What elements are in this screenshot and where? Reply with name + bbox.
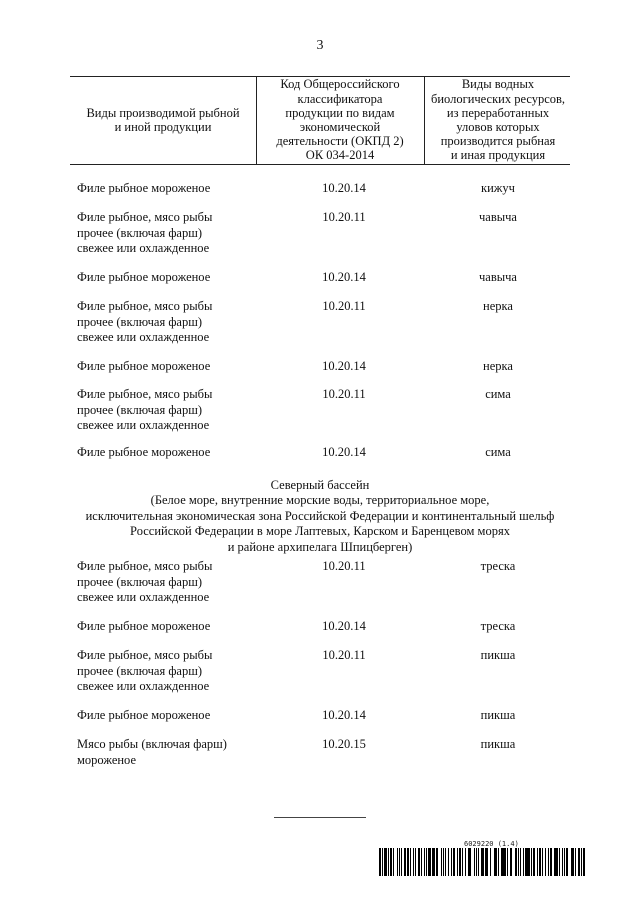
table-row-code: 10.20.11	[322, 387, 366, 401]
table-row-species: пикша	[480, 648, 516, 662]
table-row-species: чавыча	[479, 210, 517, 224]
table-row-product: Филе рыбное мороженое	[77, 619, 211, 633]
table-row-product: Мясо рыбы (включая фарш) мороженое	[77, 737, 227, 767]
table-row-code: 10.20.14	[322, 445, 366, 459]
table-row-species: кижуч	[481, 181, 515, 195]
section-heading-northern-basin: Северный бассейн (Белое море, внутренние морские воды, территориальное море, исключительная экономическая зона Российской Федерации и континентальный шельф Российской Федерации в море Лаптевых, Карском и Баренцевом морях и районе архипелага Шпицберген)	[85, 478, 555, 554]
table-row-species: треска	[480, 559, 516, 573]
table-row-species: нерка	[483, 299, 513, 313]
table-row-product: Филе рыбное мороженое	[77, 359, 211, 373]
table-row-product: Филе рыбное, мясо рыбы прочее (включая фарш) свежее или охлажденное	[77, 559, 213, 605]
table-row-product: Филе рыбное мороженое	[77, 445, 211, 459]
header-product-type: Виды производимой рыбной и иной продукции	[86, 105, 240, 134]
table-row-species: нерка	[483, 359, 513, 373]
footer-rule	[274, 817, 366, 818]
table-row-product: Филе рыбное, мясо рыбы прочее (включая фарш) свежее или охлажденное	[77, 648, 213, 694]
table-row-code: 10.20.11	[322, 648, 366, 662]
table-row-code: 10.20.14	[322, 270, 366, 284]
header-species: Виды водных биологических ресурсов, из переработанных уловов которых производится рыбная и иная продукция	[430, 77, 566, 163]
table-row-product: Филе рыбное, мясо рыбы прочее (включая фарш) свежее или охлажденное	[77, 299, 213, 345]
table-row-product: Филе рыбное мороженое	[77, 270, 211, 284]
column-divider	[424, 76, 425, 164]
table-header-rule	[70, 164, 570, 165]
table-row-code: 10.20.14	[322, 181, 366, 195]
table-row-code: 10.20.11	[322, 559, 366, 573]
table-row-species: треска	[480, 619, 516, 633]
table-row-code: 10.20.11	[322, 299, 366, 313]
barcode-image	[379, 848, 591, 876]
table-row-product: Филе рыбное, мясо рыбы прочее (включая фарш) свежее или охлажденное	[77, 210, 213, 256]
header-okpd-code: Код Общероссийского классификатора продукции по видам экономической деятельности (ОКПД 2) ОК 034-2014	[276, 77, 404, 163]
table-row-product: Филе рыбное, мясо рыбы прочее (включая фарш) свежее или охлажденное	[77, 387, 213, 433]
table-row-code: 10.20.15	[322, 737, 366, 751]
column-divider	[256, 76, 257, 164]
table-row-product: Филе рыбное мороженое	[77, 708, 211, 722]
table-row-code: 10.20.14	[322, 619, 366, 633]
table-row-code: 10.20.14	[322, 359, 366, 373]
table-row-species: пикша	[480, 737, 516, 751]
table-row-code: 10.20.11	[322, 210, 366, 224]
table-row-species: пикша	[480, 708, 516, 722]
table-row-product: Филе рыбное мороженое	[77, 181, 211, 195]
page-number: 3	[316, 38, 324, 53]
table-row-species: чавыча	[479, 270, 517, 284]
table-row-species: сима	[485, 445, 511, 459]
table-row-species: сима	[485, 387, 511, 401]
table-row-code: 10.20.14	[322, 708, 366, 722]
barcode-label: 6029220 (1.4)	[464, 840, 519, 848]
